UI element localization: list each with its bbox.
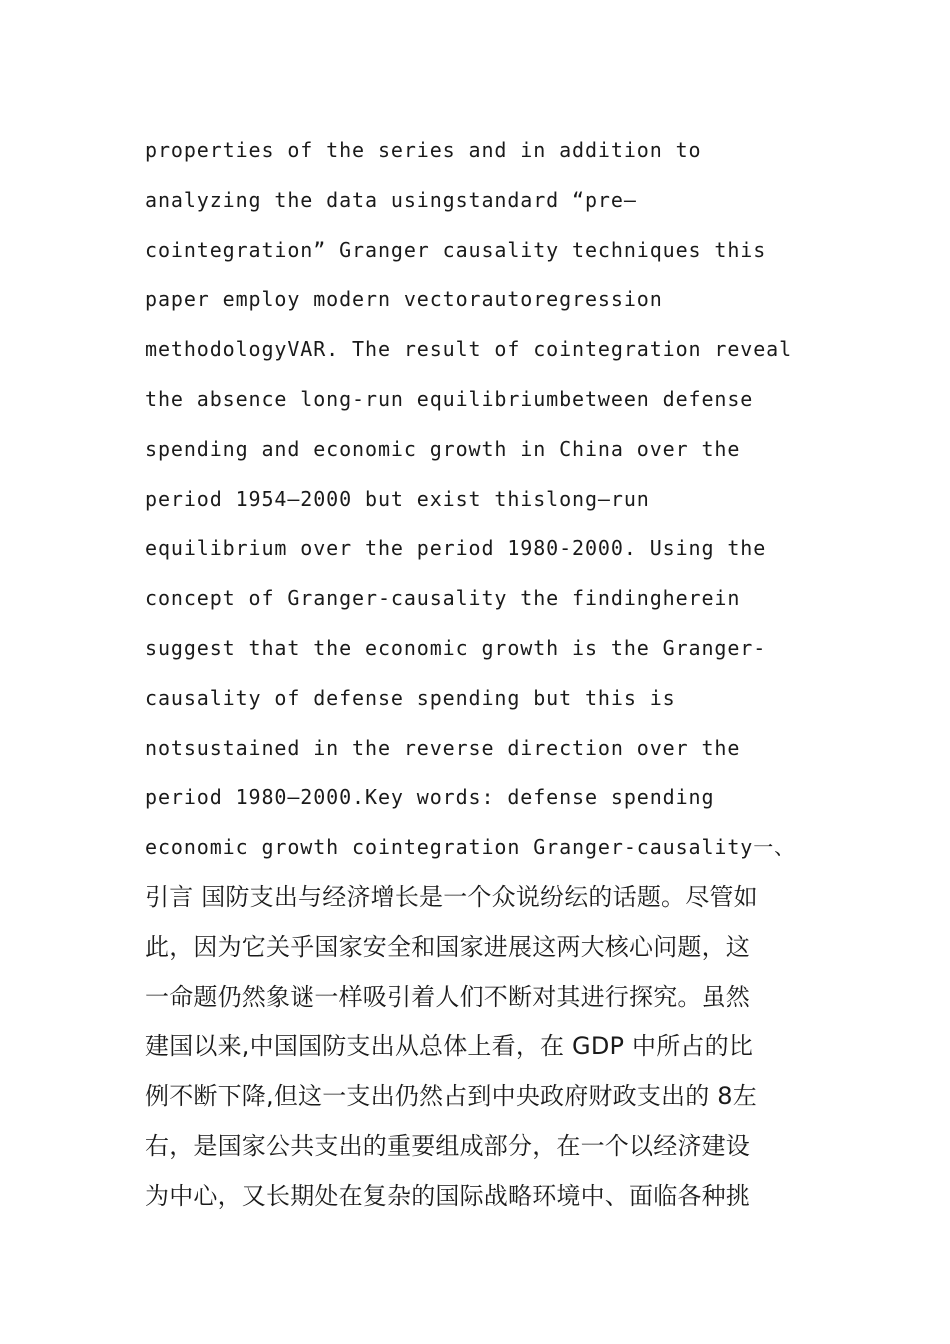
body-text — [145, 126, 825, 1222]
text-line: equilibrium over the period 1980-2000. Using the — [145, 536, 767, 561]
text-line: suggest that the economic growth is the Granger- — [145, 635, 767, 660]
text-line: 右，是国家公共支出的重要组成部分，在一个以经济建设 — [145, 1131, 750, 1160]
text-line: methodologyVAR. The result of cointegration reveal — [145, 337, 793, 362]
text-line: the absence long-run equilibriumbetween defense — [145, 386, 754, 411]
text-line: paper employ modern vectorautoregression — [145, 287, 663, 312]
text-line: 建国以来,中国国防支出从总体上看，在 GDP 中所占的比 — [145, 1032, 754, 1061]
text-line: causality of defense spending but this is — [145, 685, 676, 710]
text-line: 一命题仍然象谜一样吸引着人们不断对其进行探究。虽然 — [145, 982, 750, 1011]
text-line: economic growth cointegration Granger-causality一、 — [145, 835, 796, 860]
text-line: concept of Granger-causality the findingherein — [145, 586, 741, 611]
text-line: spending and economic growth in China over the — [145, 436, 741, 461]
text-line: 此，因为它关乎国家安全和国家进展这两大核心问题，这 — [145, 932, 750, 961]
text-line: 为中心，又长期处在复杂的国际战略环境中、面临各种挑 — [145, 1181, 750, 1210]
text-line: period 1980—2000.Key words: defense spending — [145, 785, 715, 810]
text-line: 例不断下降,但这一支出仍然占到中央政府财政支出的 8左 — [145, 1082, 757, 1111]
text-line: cointegration” Granger causality techniques this — [145, 237, 767, 262]
text-line: properties of the series and in addition to — [145, 138, 702, 162]
text-line: notsustained in the reverse direction over the — [145, 735, 741, 760]
text-line: period 1954—2000 but exist thislong—run — [145, 486, 650, 511]
text-line: analyzing the data usingstandard “pre— — [145, 187, 637, 212]
text-line: 引言 国防支出与经济增长是一个众说纷纭的话题。尽管如 — [145, 882, 758, 911]
